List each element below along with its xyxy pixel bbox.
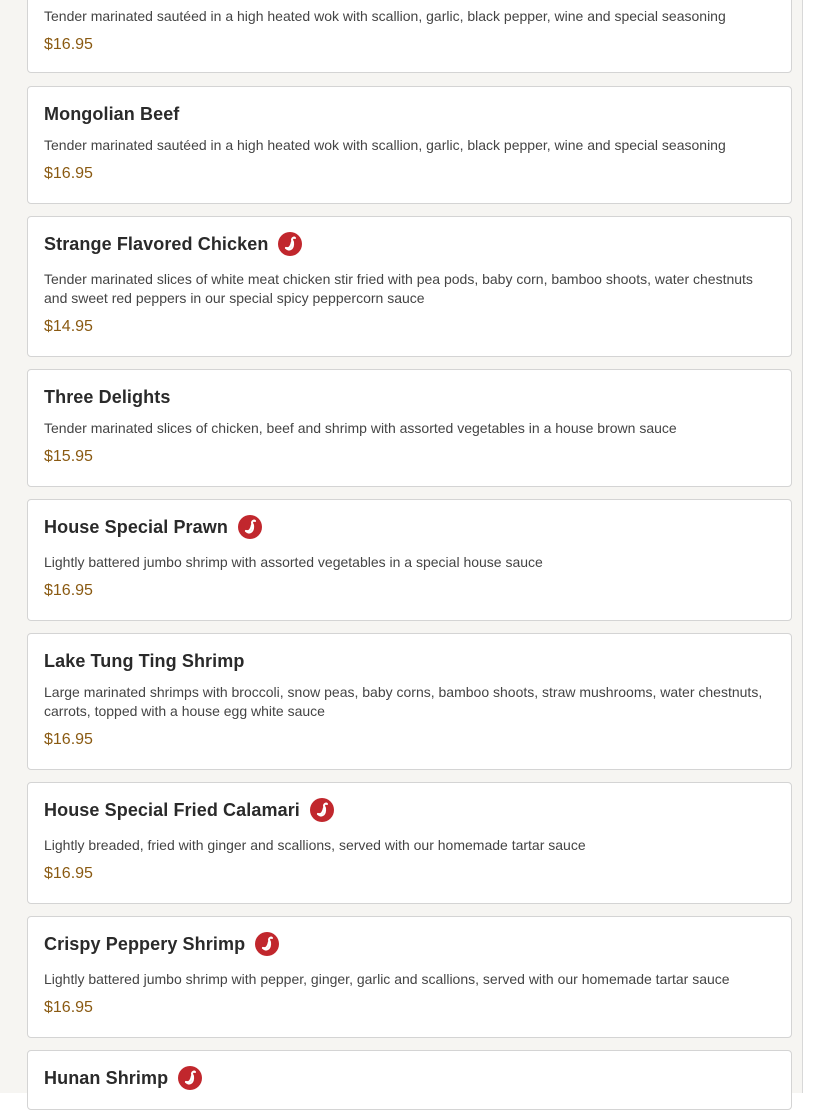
menu-item-description: Lightly battered jumbo shrimp with pepper, ginger, garlic and scallions, served with our homemade tartar sauce	[44, 971, 730, 987]
menu-item-name: Crispy Peppery Shrimp	[44, 933, 246, 954]
menu-item-description: Lightly breaded, fried with ginger and scallions, served with our homemade tartar sauce	[44, 837, 586, 853]
menu-item-price: $16.95	[44, 731, 93, 748]
menu-item-name: House Special Fried Calamari	[44, 799, 300, 820]
menu-item-price: $16.95	[44, 36, 93, 53]
menu-item-description: Lightly battered jumbo shrimp with assorted vegetables in a special house sauce	[44, 554, 543, 570]
menu-item-name: House Special Prawn	[44, 516, 228, 537]
chili-pepper-icon	[310, 798, 334, 822]
chili-pepper-icon	[278, 232, 302, 256]
menu-item-card[interactable]	[27, 633, 792, 770]
menu-item-card[interactable]	[27, 86, 792, 204]
chili-pepper-icon	[255, 932, 279, 956]
menu-item-card[interactable]	[27, 369, 792, 487]
menu-item-name: Hunan Shrimp	[44, 1067, 169, 1088]
menu-item-price: $16.95	[44, 582, 93, 599]
menu-item-price: $16.95	[44, 999, 93, 1016]
menu-item-card[interactable]	[27, 0, 792, 73]
chili-pepper-icon	[238, 515, 262, 539]
menu-item-description: Tender marinated sautéed in a high heated wok with scallion, garlic, black pepper, wine and special seasoning	[44, 8, 726, 24]
menu-item-card[interactable]	[27, 499, 792, 621]
menu-item-price: $15.95	[44, 448, 93, 465]
menu-item-description: Tender marinated sautéed in a high heated wok with scallion, garlic, black pepper, wine and special seasoning	[44, 137, 726, 153]
menu-item-name: Strange Flavored Chicken	[44, 233, 269, 254]
menu-item-card[interactable]	[27, 916, 792, 1038]
menu-item-description: Large marinated shrimps with broccoli, snow peas, baby corns, bamboo shoots, straw mushrooms, water chestnuts, carrots, topped with a house egg white sauce	[44, 684, 763, 719]
menu-item-price: $14.95	[44, 318, 93, 335]
menu-item-card[interactable]	[27, 1050, 792, 1110]
menu-item-price: $16.95	[44, 865, 93, 882]
menu-item-description: Tender marinated slices of white meat chicken stir fried with pea pods, baby corn, bamboo shoots, water chestnuts and sweet red peppers in our special spicy peppercorn sauce	[44, 271, 753, 306]
menu-item-name: Lake Tung Ting Shrimp	[44, 650, 245, 671]
menu-item-card[interactable]	[27, 782, 792, 904]
menu-item-name: Mongolian Beef	[44, 103, 180, 124]
chili-pepper-icon	[178, 1066, 202, 1090]
menu-item-price: $16.95	[44, 165, 93, 182]
menu-item-name: Three Delights	[44, 386, 171, 407]
menu-item-card[interactable]	[27, 216, 792, 357]
menu-item-description: Tender marinated slices of chicken, beef and shrimp with assorted vegetables in a house brown sauce	[44, 420, 677, 436]
